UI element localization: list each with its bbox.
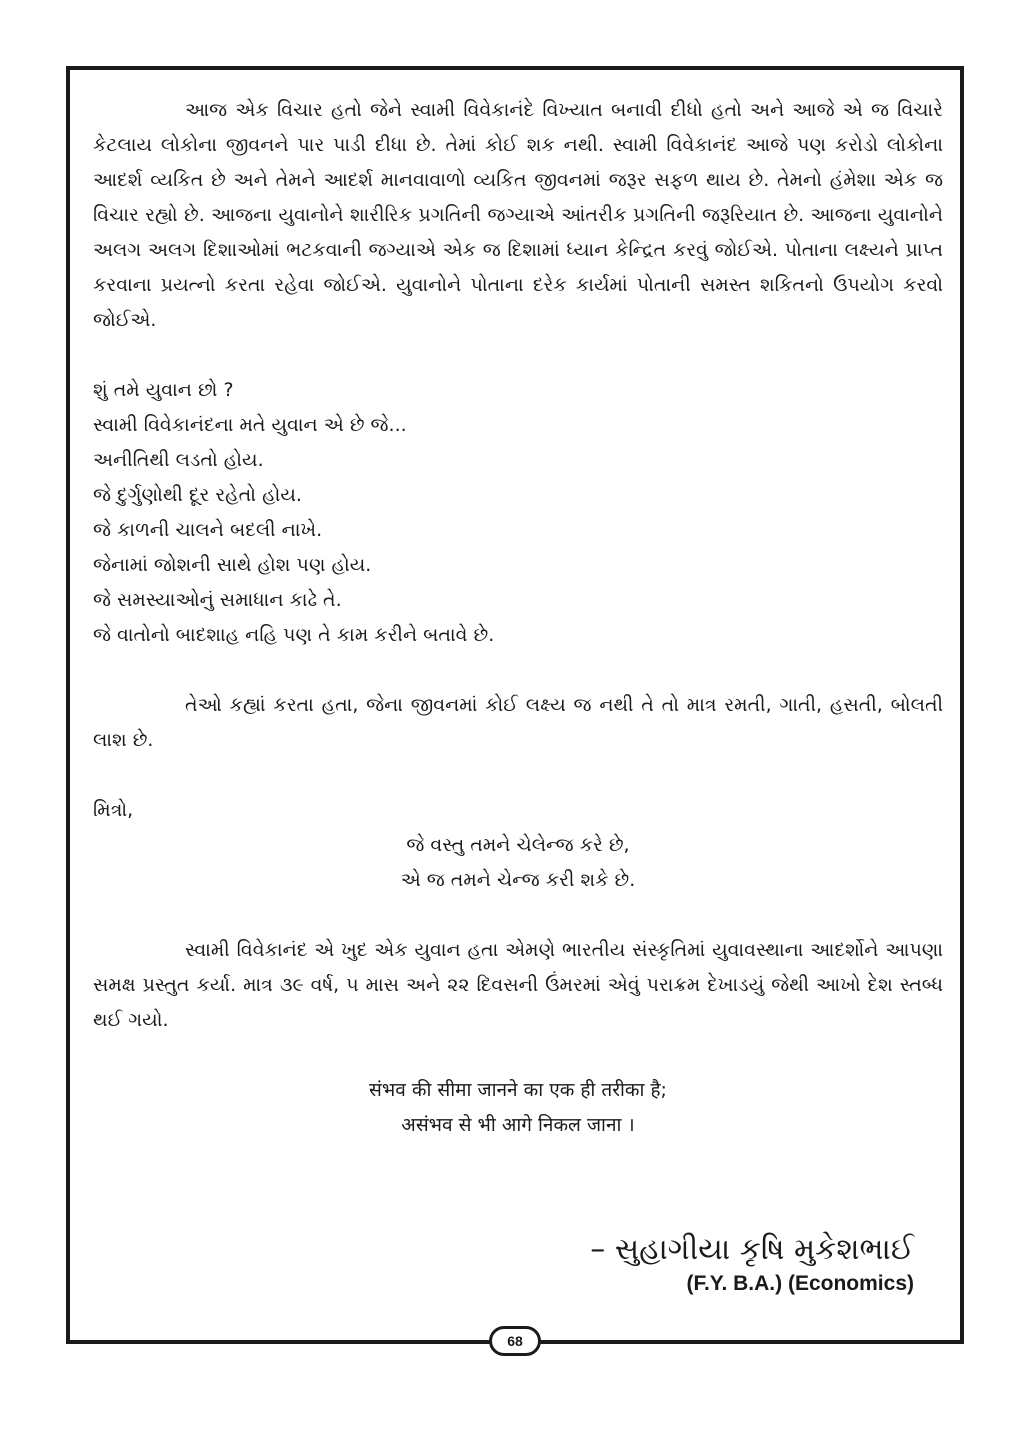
- paragraph-achievement: સ્વામી વિવેકાનંદ એ ખુદ એક યુવાન હતા એમણે ભારતીય સંસ્કૃતિમાં યુવાવસ્થાના આદર્શોને આપણા સમક્ષ પ્રસ્તુત કર્યા. માત્ર ૩૯ વર્ષ, ૫ માસ અને ૨૨ દિવસની ઉંમરમાં એવું પરાક્રમ દેખાડયું જેથી આખો દેશ સ્તબ્ધ થઈ ગયો.: [93, 939, 943, 1031]
- challenge-quote: [93, 828, 943, 898]
- quote-line: असंभव से भी आगे निकल जाना ।: [401, 1114, 635, 1136]
- friends-greeting: મિત્રો,: [93, 799, 134, 821]
- list-line: સ્વામી વિવેકાનંદના મતે યુવાન એ છે જે...: [93, 414, 407, 436]
- page-number: 68: [489, 1326, 541, 1356]
- list-line: જે વાતોનો બાદશાહ નહિ પણ તે કામ કરીને બતાવે છે.: [93, 624, 495, 646]
- list-line: જે સમસ્યાઓનું સમાધાન કાઢે તે.: [93, 589, 342, 611]
- quote-line: એ જ તમને ચેન્જ કરી શકે છે.: [400, 869, 636, 891]
- paragraph-intro: આજ એક વિચાર હતો જેને સ્વામી વિવેકાનંદે વિખ્યાત બનાવી દીધો હતો અને આજે એ જ વિચારે કેટલાય લોકોના જીવનને પાર પાડી દીધા છે. તેમાં કોઈ શક નથી. સ્વામી વિવેકાનંદ આજે પણ કરોડો લોકોના આદર્શ વ્યકિત છે અને તેમને આદર્શ માનવાવાળો વ્યકિત જીવનમાં જરૂર સફળ થાય છે. તેમનો હંમેશા એક જ વિચાર રહ્યો છે. આજના યુવાનોને શારીરિક પ્રગતિની જગ્યાએ આંતરીક પ્રગતિની જરૂરિયાત છે. આજના યુવાનોને અલગ અલગ દિશાઓમાં ભટકવાની જગ્યાએ એક જ દિશામાં ધ્યાન કેન્દ્રિત કરવું જોઈએ. પોતાના લક્ષ્યને પ્રાપ્ત કરવાના પ્રયત્નો કરતા રહેવા જોઈએ. યુવાનોને પોતાના દરેક કાર્યમાં પોતાની સમસ્ત શકિતનો ઉપયોગ કરવો જોઈએ.: [93, 99, 943, 331]
- youth-list: [93, 373, 943, 653]
- list-line: જે દુર્ગુણોથી દૂર રહેતો હોય.: [93, 484, 302, 506]
- list-line: શું તમે યુવાન છો ?: [93, 379, 234, 401]
- author-name: – સુહાગીયા કૃષિ મુકેશભાઈ: [590, 1232, 914, 1267]
- list-line: જે કાળની ચાલને બદલી નાખે.: [93, 519, 323, 541]
- list-line: અનીતિથી લડતો હોય.: [93, 449, 264, 471]
- quote-line: જે વસ્તુ તમને ચેલેન્જ કરે છે,: [406, 834, 630, 856]
- hindi-quote: [93, 1073, 943, 1143]
- author-signature: [590, 1230, 914, 1298]
- author-course: (F.Y. B.A.) (Economics): [686, 1272, 914, 1295]
- quote-line: संभव की सीमा जानने का एक ही तरीका है;: [369, 1079, 667, 1101]
- paragraph-quote-context: તેઓ કહ્યાં કરતા હતા, જેના જીવનમાં કોઈ લક્ષ્ય જ નથી તે તો માત્ર રમતી, ગાતી, હસતી, બોલતી લાશ છે.: [93, 694, 943, 751]
- article-body: [93, 93, 943, 1143]
- list-line: જેનામાં જોશની સાથે હોશ પણ હોય.: [93, 554, 372, 576]
